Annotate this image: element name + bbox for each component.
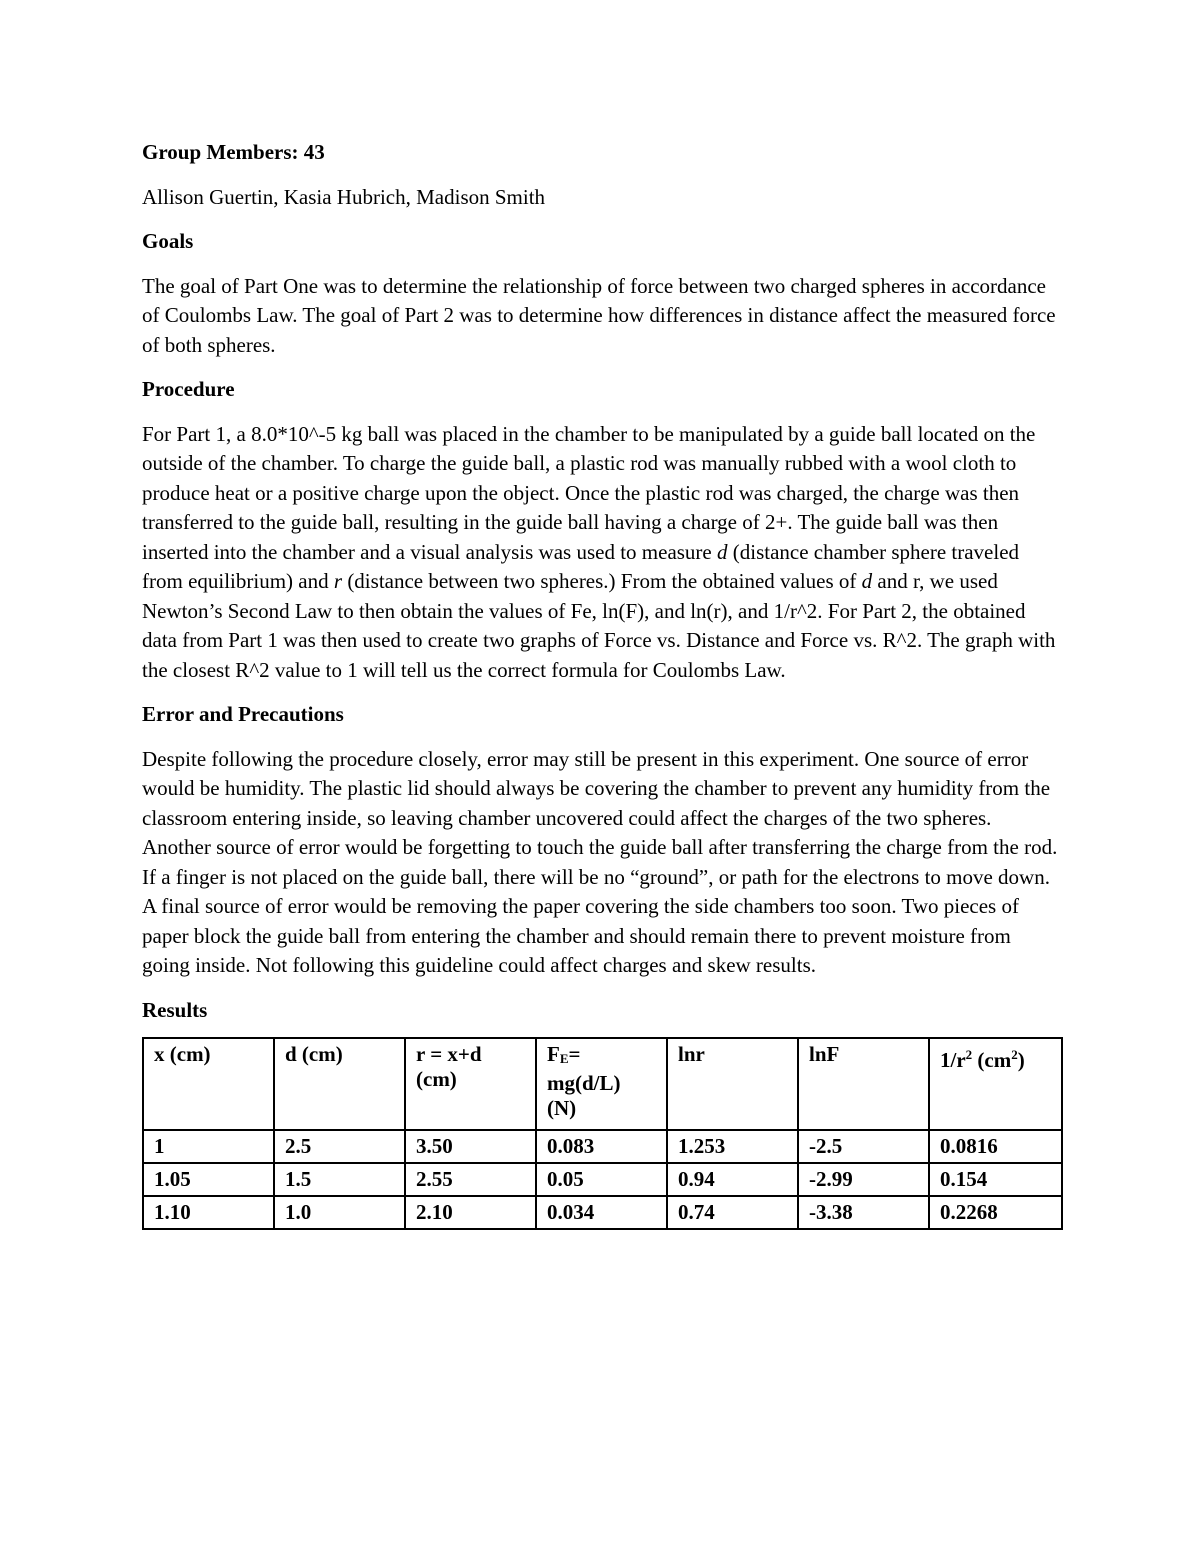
table-cell: 0.94 bbox=[667, 1163, 798, 1196]
header-inv-base: 1/r bbox=[940, 1048, 966, 1072]
table-cell: 1.0 bbox=[274, 1196, 405, 1229]
table-cell: 0.2268 bbox=[929, 1196, 1062, 1229]
table-cell: 2.55 bbox=[405, 1163, 536, 1196]
header-inv-unit-sup: 2 bbox=[1011, 1047, 1018, 1062]
errors-heading: Error and Precautions bbox=[142, 702, 344, 726]
header-fe-line3: (N) bbox=[547, 1096, 577, 1120]
table-cell: 1.05 bbox=[143, 1163, 274, 1196]
table-header-row bbox=[143, 1038, 1062, 1130]
table-cell: 2.10 bbox=[405, 1196, 536, 1229]
document-page bbox=[142, 138, 1062, 1230]
errors-text: Despite following the procedure closely, error may still be present in this experiment. One source of error would be humidity. The plastic lid should always be covering the chamber to prevent any humidity from the classroom entering inside, so leaving chamber uncovered could affect the charges of the two spheres. Another source of error would be forgetting to touch the guide ball after transferring the charge from the rod. If a finger is not placed on the guide ball, there will be no “ground”, or path for the electrons to move down. A final source of error would be removing the paper covering the side chambers too soon. Two pieces of paper block the guide ball from entering the chamber and should remain there to prevent moisture from going inside. Not following this guideline could affect charges and skew results. bbox=[142, 746, 1058, 977]
header-r-line2: (cm) bbox=[416, 1067, 457, 1091]
procedure-var-r: r bbox=[333, 569, 343, 593]
table-row bbox=[143, 1163, 1062, 1196]
header-r bbox=[405, 1038, 536, 1130]
group-members: Allison Guertin, Kasia Hubrich, Madison Smith bbox=[142, 184, 546, 209]
table-cell: -2.99 bbox=[798, 1163, 929, 1196]
table-cell: -3.38 bbox=[798, 1196, 929, 1229]
table-cell: 1 bbox=[143, 1130, 274, 1163]
header-fe bbox=[536, 1038, 667, 1130]
table-cell: 0.0816 bbox=[929, 1130, 1062, 1163]
table-cell: 0.083 bbox=[536, 1130, 667, 1163]
table-cell: 1.253 bbox=[667, 1130, 798, 1163]
header-inv-r2 bbox=[929, 1038, 1062, 1130]
header-inv-sup: 2 bbox=[965, 1047, 973, 1062]
goals-heading: Goals bbox=[142, 229, 194, 253]
table-cell: 0.034 bbox=[536, 1196, 667, 1229]
goals-text: The goal of Part One was to determine the relationship of force between two charged spheres in accordance of Coulombs Law. The goal of Part 2 was to determine how differences in distance affect the measured force of both spheres. bbox=[142, 273, 1056, 357]
header-fe-eq: = bbox=[568, 1042, 581, 1066]
table-row bbox=[143, 1130, 1062, 1163]
header-fe-base: F bbox=[547, 1042, 560, 1066]
table-cell: 0.154 bbox=[929, 1163, 1062, 1196]
procedure-text bbox=[142, 420, 1062, 686]
procedure-text-d: and r, we used Newton’s Second Law to then obtain the values of Fe, ln(F), and ln(r), and 1/r^2. For Part 2, the obtained data from Part 1 was then used to create two graphs of Force vs. Distance and Force vs. R^2. The graph with the closest R^2 value to 1 will tell us the correct formula for Coulombs Law. bbox=[142, 569, 1056, 682]
table-cell: -2.5 bbox=[798, 1130, 929, 1163]
table-cell: 2.5 bbox=[274, 1130, 405, 1163]
table-cell: 1.5 bbox=[274, 1163, 405, 1196]
header-fe-sub: E bbox=[559, 1051, 569, 1066]
table-row bbox=[143, 1196, 1062, 1229]
table-cell: 1.10 bbox=[143, 1196, 274, 1229]
procedure-text-c: (distance between two spheres.) From the obtained values of bbox=[342, 569, 862, 593]
header-fe-line2: mg(d/L) bbox=[547, 1071, 621, 1095]
header-r-line1: r = x+d bbox=[416, 1042, 482, 1066]
header-inv-close: ) bbox=[1017, 1048, 1025, 1072]
header-x: x (cm) bbox=[143, 1038, 274, 1130]
procedure-heading: Procedure bbox=[142, 377, 235, 401]
header-lnf: lnF bbox=[798, 1038, 929, 1130]
header-inv-unit: (cm bbox=[972, 1048, 1012, 1072]
header-d: d (cm) bbox=[274, 1038, 405, 1130]
table-cell: 3.50 bbox=[405, 1130, 536, 1163]
table-cell: 0.74 bbox=[667, 1196, 798, 1229]
group-heading: Group Members: 43 bbox=[142, 140, 325, 164]
procedure-text-b: (distance chamber sphere traveled from equilibrium) and bbox=[142, 539, 1020, 593]
table-cell: 0.05 bbox=[536, 1163, 667, 1196]
header-lnr: lnr bbox=[667, 1038, 798, 1130]
procedure-var-d2: d bbox=[861, 569, 873, 593]
results-heading: Results bbox=[142, 997, 208, 1022]
procedure-text-a: For Part 1, a 8.0*10^-5 kg ball was placed in the chamber to be manipulated by a guide ball located on the outside of the chamber. To charge the guide ball, a plastic rod was manually rubbed with a wool cloth to produce heat or a positive charge upon the object. Once the plastic rod was charged, the charge was then transferred to the guide ball, resulting in the guide ball having a charge of 2+. The guide ball was then inserted into the chamber and a visual analysis was used to measure bbox=[142, 421, 1036, 564]
procedure-var-d: d bbox=[717, 539, 728, 564]
results-table bbox=[142, 1037, 1063, 1230]
